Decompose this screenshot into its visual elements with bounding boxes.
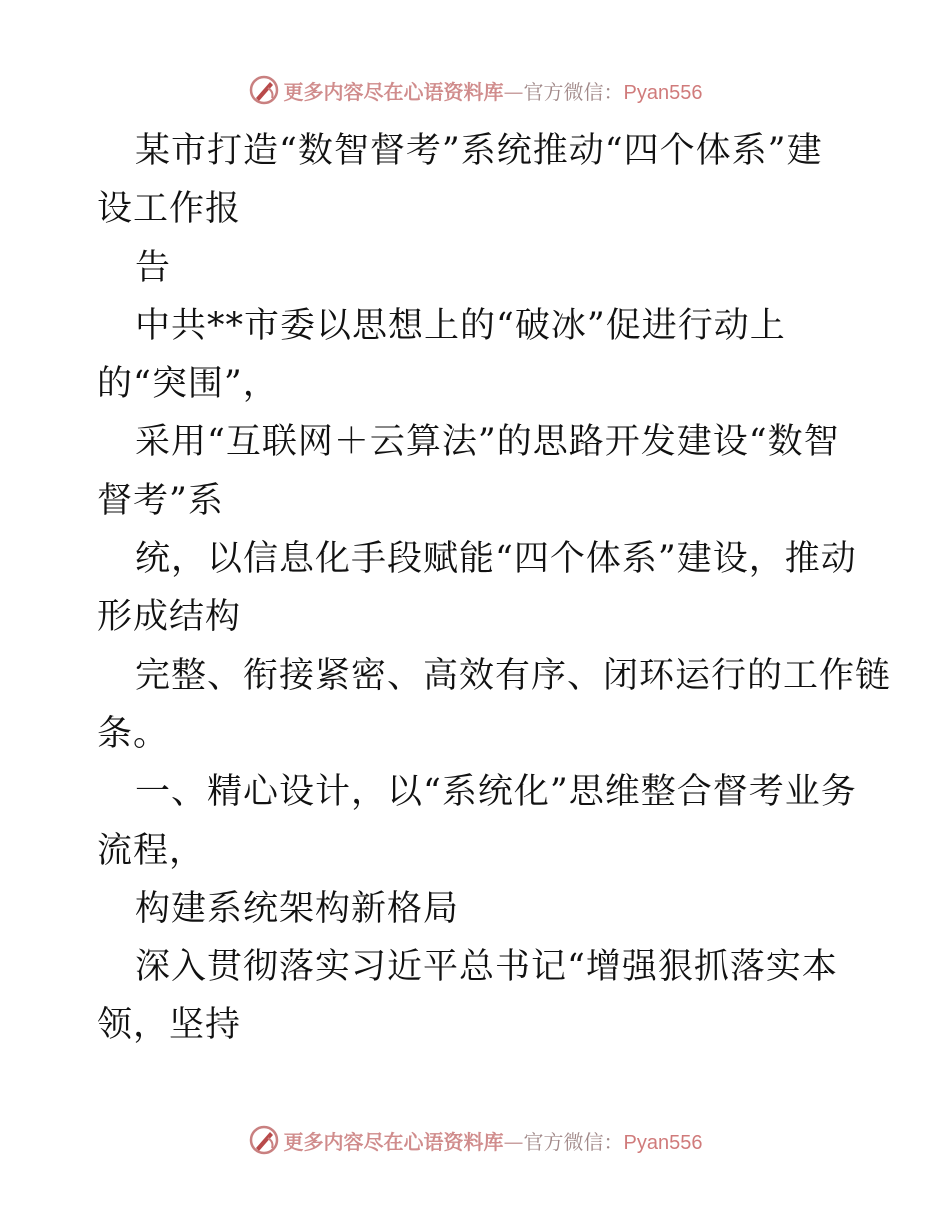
watermark-text — [284, 76, 703, 105]
watermark-main: 更多内容尽在心语资料库 — [283, 1129, 504, 1154]
document-line: 形成结构 — [97, 597, 242, 638]
watermark-sub: 官方微信： — [523, 79, 624, 104]
document-line: 统，以信息化手段赋能“四个体系”建设，推动 — [135, 539, 857, 580]
document-line: 深入贯彻落实习近平总书记“增强狠抓落实本 — [135, 947, 838, 988]
document-line: 督考”系 — [97, 480, 224, 521]
document-line: 一、精心设计，以“系统化”思维整合督考业务 — [135, 772, 857, 813]
pen-seal-icon — [248, 74, 280, 106]
header-watermark — [0, 70, 950, 110]
document-line: 条。 — [97, 713, 170, 754]
watermark-separator: — — [503, 79, 524, 104]
document-line: 设工作报 — [97, 189, 242, 230]
watermark-separator: — — [503, 1129, 524, 1154]
document-line: 采用“互联网＋云算法”的思路开发建设“数智 — [135, 422, 840, 463]
document-line: 流程， — [97, 830, 206, 871]
document-line: 的“突围”， — [97, 364, 279, 405]
watermark-id: Pyan556 — [623, 81, 703, 104]
document-line: 完整、衔接紧密、高效有序、闭环运行的工作链 — [135, 655, 892, 696]
footer-watermark — [0, 1120, 950, 1160]
watermark-main: 更多内容尽在心语资料库 — [283, 79, 504, 104]
document-line: 构建系统架构新格局 — [135, 888, 460, 929]
watermark-text — [284, 1126, 703, 1155]
document-line: 中共**市委以思想上的“破冰”促进行动上 — [135, 305, 786, 346]
document-body — [97, 122, 892, 1055]
pen-seal-icon — [248, 1124, 280, 1156]
document-line: 某市打造“数智督考”系统推动“四个体系”建 — [135, 131, 823, 171]
watermark-sub: 官方微信： — [523, 1129, 624, 1154]
watermark-id: Pyan556 — [623, 1131, 703, 1154]
document-line: 领，坚持 — [97, 1005, 242, 1046]
document-line: 告 — [135, 247, 172, 288]
